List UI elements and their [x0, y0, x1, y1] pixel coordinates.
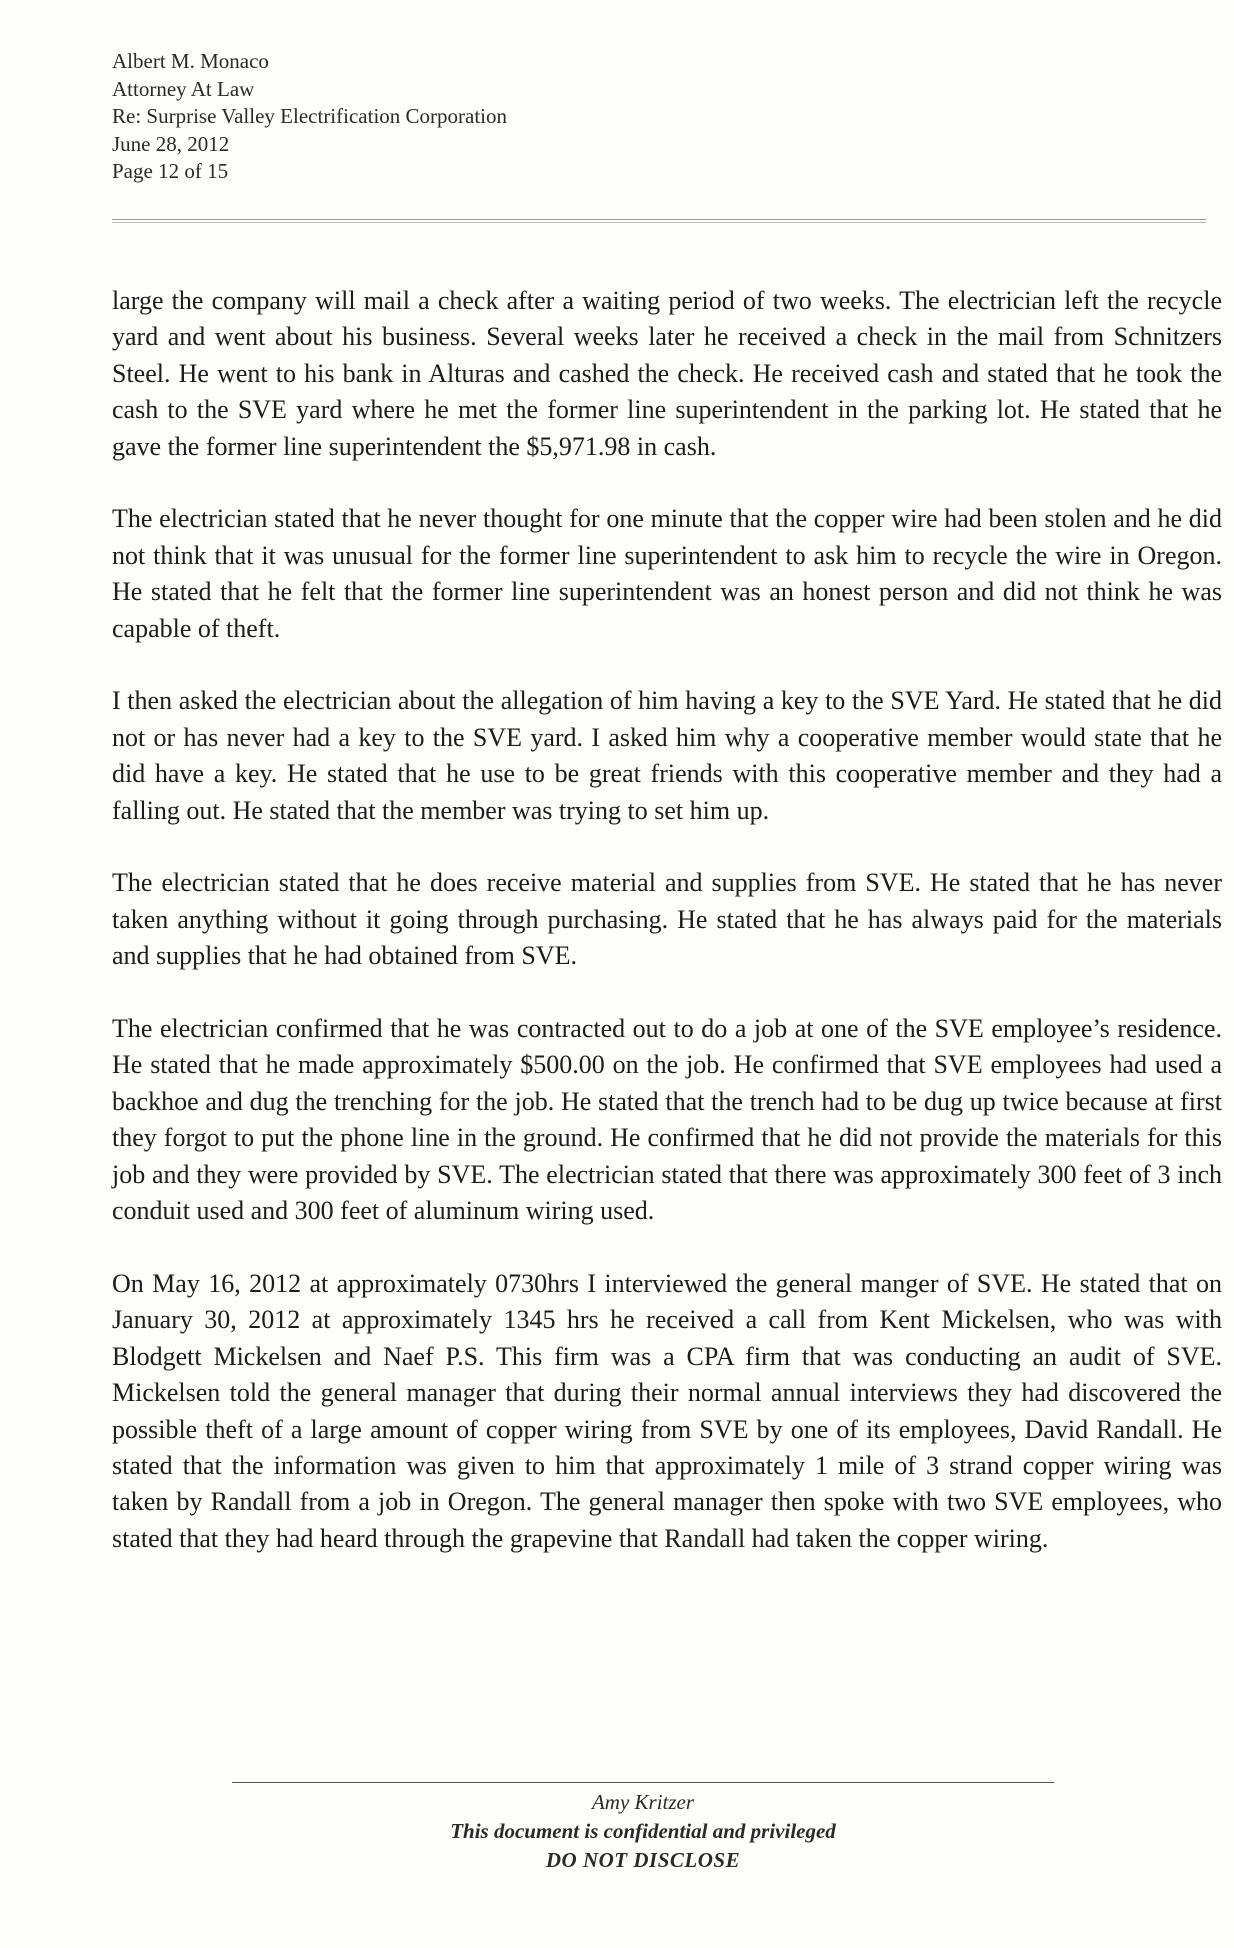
letterhead-re-line: Re: Surprise Valley Electrification Corporation [112, 104, 508, 128]
paragraph: The electrician stated that he does receive material and supplies from SVE. He stated that he has never taken anything without it going through purchasing. He stated that he has always paid for the materials and supplies that he had obtained from SVE. [112, 868, 1222, 971]
footer-do-not-disclose: DO NOT DISCLOSE [545, 1848, 741, 1872]
letterhead-date: June 28, 2012 [112, 131, 230, 156]
footer-confidential-notice: This document is confidential and privileged [450, 1819, 836, 1843]
letterhead-name: Albert M. Monaco [112, 49, 269, 73]
letterhead-page-number: Page 12 of 15 [112, 159, 229, 183]
footer [232, 1788, 1054, 1875]
footer-divider [232, 1782, 1054, 1783]
footer-author: Amy Kritzer [591, 1790, 695, 1814]
paragraph: On May 16, 2012 at approximately 0730hrs I interviewed the general manger of SVE. He stated that on January 30, 2012 at approximately 1345 hrs he received a call from Kent Mickelsen, who was with Blodgett Mickelsen and Naef P.S. This firm was a CPA firm that was conducting an audit of SVE. Mickelsen told the general manager that during their normal annual interviews they had discovered the possible theft of a large amount of copper wiring from SVE by one of its employees, David Randall. He stated that the information was given to him that approximately 1 mile of 3 strand copper wiring was taken by Randall from a job in Oregon. The general manager then spoke with two SVE employees, who stated that they had heard through the grapevine that Randall had taken the copper wiring. [112, 1268, 1222, 1553]
header-divider [112, 219, 1206, 223]
paragraph: The electrician confirmed that he was contracted out to do a job at one of the SVE employee’s residence. He stated that he made approximately $500.00 on the job. He confirmed that SVE employees had used a backhoe and dug the trenching for the job. He stated that the trench had to be dug up twice because at first they forgot to put the phone line in the ground. He confirmed that he did not provide the materials for this job and they were provided by SVE. The electrician stated that there was approximately 300 feet of 3 inch conduit used and 300 feet of aluminum wiring used. [112, 1014, 1222, 1226]
document-body [112, 283, 1222, 1594]
paragraph: The electrician stated that he never thought for one minute that the copper wire had been stolen and he did not think that it was unusual for the former line superintendent to ask him to recycle the wire in Oregon. He stated that he felt that the former line superintendent was an honest person and did not think he was capable of theft. [112, 504, 1222, 643]
letterhead-title: Attorney At Law [112, 76, 255, 101]
paragraph: I then asked the electrician about the allegation of him having a key to the SVE Yard. He stated that he did not or has never had a key to the SVE yard. I asked him why a cooperative member would state that he did have a key. He stated that he use to be great friends with this cooperative member and they had a falling out. He stated that the member was trying to set him up. [112, 686, 1222, 825]
paragraph: large the company will mail a check after a waiting period of two weeks. The electrician left the recycle yard and went about his business. Several weeks later he received a check in the mail from Schnitzers Steel. He went to his bank in Alturas and cashed the check. He received cash and stated that he took the cash to the SVE yard where he met the former line superintendent in the parking lot. He stated that he gave the former line superintendent the $5,971.98 in cash. [112, 286, 1222, 461]
letterhead [112, 48, 507, 186]
